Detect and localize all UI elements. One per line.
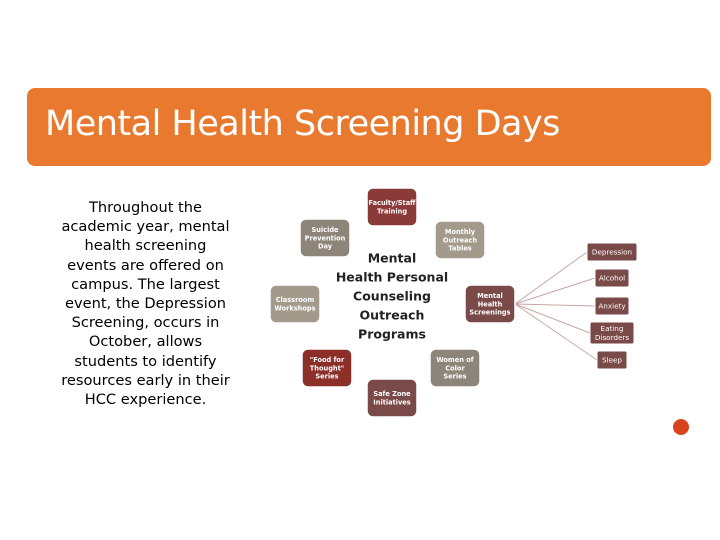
label-line: Programs bbox=[358, 326, 426, 342]
label-line: Mental bbox=[367, 250, 417, 266]
program-box-monthly bbox=[435, 221, 485, 259]
connector-line bbox=[515, 304, 597, 360]
screening-box bbox=[595, 297, 629, 315]
program-box-classroom bbox=[270, 285, 320, 323]
label-line: Initiatives bbox=[373, 398, 411, 407]
label-line: Screenings bbox=[469, 308, 511, 317]
screening-box bbox=[587, 243, 637, 261]
body-paragraph: Throughout the academic year, mental health screening events are offered on campus. The largest event, the Depression Screening, occurs in October, allows students to identify resources early in their HCC experience. bbox=[61, 199, 230, 409]
connector-line bbox=[515, 252, 587, 304]
label-line: Health bbox=[477, 300, 503, 309]
label-line: Sleep bbox=[602, 355, 622, 365]
label-line: Suicide bbox=[311, 226, 339, 235]
label-line: Anxiety bbox=[598, 301, 626, 311]
label-line: Safe Zone bbox=[373, 390, 411, 399]
program-box-suicide bbox=[300, 219, 350, 257]
label-line: Prevention bbox=[304, 234, 346, 243]
label-line: Eating bbox=[600, 324, 624, 334]
label-line: Depression bbox=[591, 247, 633, 257]
label-line: Thought" bbox=[309, 364, 345, 373]
program-box-food bbox=[302, 349, 352, 387]
label-line: Disorders bbox=[594, 332, 630, 342]
label-line: Series bbox=[443, 372, 467, 381]
screening-box bbox=[597, 351, 627, 369]
screening-box bbox=[595, 269, 629, 287]
label-line: Outreach bbox=[359, 307, 425, 323]
label-line: Monthly bbox=[444, 228, 476, 237]
label-line: Color bbox=[445, 364, 465, 373]
label-line: Health Personal bbox=[335, 269, 449, 285]
label-line: Tables bbox=[448, 244, 472, 253]
connector-line bbox=[515, 304, 595, 306]
label-line: Training bbox=[376, 207, 408, 216]
label-line: Classroom bbox=[275, 296, 315, 305]
program-box-women bbox=[430, 349, 480, 387]
accent-dot bbox=[673, 419, 689, 435]
program-box-screenings bbox=[465, 285, 515, 323]
program-box-faculty bbox=[367, 188, 417, 226]
diagram-svg bbox=[262, 188, 652, 418]
center-label bbox=[336, 250, 448, 341]
label-line: Alcohol bbox=[598, 273, 626, 283]
label-line: Counseling bbox=[353, 288, 431, 304]
program-box-safezone bbox=[367, 379, 417, 417]
connector-line bbox=[515, 304, 590, 333]
label-line: "Food for bbox=[309, 356, 345, 365]
label-line: Outreach bbox=[442, 236, 478, 245]
outreach-programs-diagram bbox=[262, 188, 652, 418]
label-line: Series bbox=[315, 372, 339, 381]
label-line: Mental bbox=[477, 292, 503, 301]
label-line: Workshops bbox=[274, 304, 316, 313]
label-line: Faculty/Staff bbox=[368, 199, 416, 208]
label-line: Women of bbox=[436, 356, 474, 365]
title-bar bbox=[27, 88, 711, 166]
label-line: Day bbox=[317, 242, 333, 251]
screening-box bbox=[590, 322, 634, 344]
connector-line bbox=[515, 278, 595, 304]
slide-title: Mental Health Screening Days bbox=[45, 104, 560, 144]
